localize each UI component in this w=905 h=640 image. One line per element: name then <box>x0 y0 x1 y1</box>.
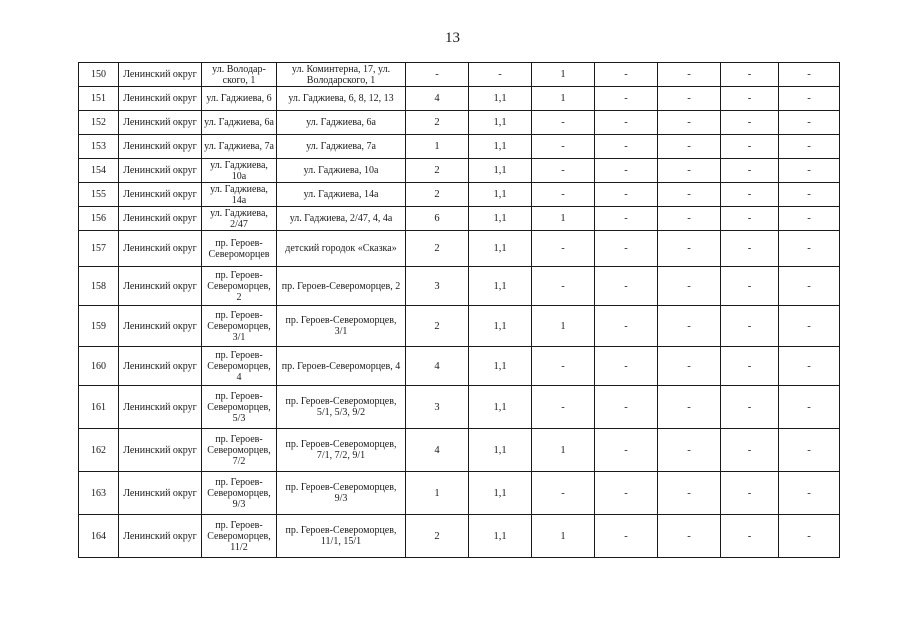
value-cell: - <box>532 347 595 386</box>
value-cell: 1,1 <box>469 135 532 159</box>
value-cell: 1,1 <box>469 386 532 429</box>
district-cell: Ленинский округ <box>119 159 202 183</box>
table-row <box>79 183 840 207</box>
value-cell: - <box>595 159 658 183</box>
value-cell: 1,1 <box>469 347 532 386</box>
value-cell: - <box>779 183 840 207</box>
value-cell: - <box>595 515 658 558</box>
district-cell: Ленинский округ <box>119 306 202 347</box>
page-number: 13 <box>445 30 460 46</box>
value-cell: 4 <box>406 87 469 111</box>
table-row <box>79 63 840 87</box>
value-cell: - <box>532 472 595 515</box>
address-cell: пр. Героев-Североморцев, 7/1, 7/2, 9/1 <box>277 429 406 472</box>
value-cell: - <box>658 386 721 429</box>
table-row <box>79 111 840 135</box>
value-cell: 2 <box>406 515 469 558</box>
value-cell: 6 <box>406 207 469 231</box>
value-cell: - <box>721 515 779 558</box>
value-cell: - <box>779 63 840 87</box>
street-cell: ул. Гаджиева, 10а <box>202 159 277 183</box>
row-number: 164 <box>79 515 119 558</box>
district-cell: Ленинский округ <box>119 87 202 111</box>
value-cell: 2 <box>406 306 469 347</box>
value-cell: - <box>658 87 721 111</box>
address-cell: ул. Гаджиева, 6а <box>277 111 406 135</box>
value-cell: 1 <box>532 63 595 87</box>
table-row <box>79 472 840 515</box>
value-cell: - <box>721 386 779 429</box>
value-cell: - <box>595 306 658 347</box>
value-cell: - <box>721 267 779 306</box>
value-cell: - <box>658 231 721 267</box>
value-cell: 4 <box>406 429 469 472</box>
value-cell: 3 <box>406 386 469 429</box>
value-cell: - <box>658 515 721 558</box>
value-cell: - <box>658 429 721 472</box>
row-number: 156 <box>79 207 119 231</box>
table-row <box>79 386 840 429</box>
address-cell: пр. Героев-Североморцев, 4 <box>277 347 406 386</box>
value-cell: - <box>779 207 840 231</box>
value-cell: - <box>658 306 721 347</box>
value-cell: - <box>595 87 658 111</box>
street-cell: пр. Героев-Североморцев, 9/3 <box>202 472 277 515</box>
value-cell: - <box>721 183 779 207</box>
table-row <box>79 231 840 267</box>
value-cell: 2 <box>406 183 469 207</box>
value-cell: - <box>658 472 721 515</box>
value-cell: - <box>721 135 779 159</box>
value-cell: - <box>779 135 840 159</box>
value-cell: - <box>532 159 595 183</box>
value-cell: - <box>595 111 658 135</box>
row-number: 162 <box>79 429 119 472</box>
street-cell: ул. Гаджиева, 2/47 <box>202 207 277 231</box>
value-cell: 1 <box>406 472 469 515</box>
value-cell: - <box>595 183 658 207</box>
address-cell: детский городок «Сказка» <box>277 231 406 267</box>
district-cell: Ленинский округ <box>119 207 202 231</box>
address-cell: пр. Героев-Североморцев, 3/1 <box>277 306 406 347</box>
value-cell: - <box>779 429 840 472</box>
value-cell: 4 <box>406 347 469 386</box>
value-cell: 2 <box>406 159 469 183</box>
value-cell: - <box>658 183 721 207</box>
value-cell: - <box>779 111 840 135</box>
table-row <box>79 87 840 111</box>
value-cell: - <box>595 231 658 267</box>
address-cell: ул. Гаджиева, 10а <box>277 159 406 183</box>
district-cell: Ленинский округ <box>119 183 202 207</box>
value-cell: - <box>658 111 721 135</box>
value-cell: - <box>721 63 779 87</box>
value-cell: - <box>779 267 840 306</box>
street-cell: пр. Героев-Североморцев <box>202 231 277 267</box>
table-row <box>79 159 840 183</box>
table-row <box>79 347 840 386</box>
row-number: 151 <box>79 87 119 111</box>
value-cell: - <box>532 231 595 267</box>
value-cell: - <box>658 159 721 183</box>
value-cell: - <box>595 63 658 87</box>
value-cell: 1 <box>532 306 595 347</box>
street-cell: ул. Володар-ского, 1 <box>202 63 277 87</box>
value-cell: - <box>595 347 658 386</box>
address-cell: ул. Гаджиева, 6, 8, 12, 13 <box>277 87 406 111</box>
row-number: 163 <box>79 472 119 515</box>
table-row <box>79 306 840 347</box>
address-cell: пр. Героев-Североморцев, 2 <box>277 267 406 306</box>
value-cell: - <box>532 386 595 429</box>
row-number: 161 <box>79 386 119 429</box>
district-cell: Ленинский округ <box>119 63 202 87</box>
value-cell: 1,1 <box>469 87 532 111</box>
value-cell: - <box>406 63 469 87</box>
value-cell: 1,1 <box>469 267 532 306</box>
value-cell: - <box>721 231 779 267</box>
value-cell: 1 <box>532 207 595 231</box>
district-cell: Ленинский округ <box>119 429 202 472</box>
value-cell: - <box>779 306 840 347</box>
value-cell: - <box>721 472 779 515</box>
street-cell: пр. Героев-Североморцев, 7/2 <box>202 429 277 472</box>
value-cell: - <box>595 207 658 231</box>
playground-table <box>78 62 840 558</box>
value-cell: - <box>721 159 779 183</box>
address-cell: ул. Гаджиева, 2/47, 4, 4а <box>277 207 406 231</box>
row-number: 158 <box>79 267 119 306</box>
address-cell: пр. Героев-Североморцев, 5/1, 5/3, 9/2 <box>277 386 406 429</box>
district-cell: Ленинский округ <box>119 111 202 135</box>
street-cell: пр. Героев-Североморцев, 5/3 <box>202 386 277 429</box>
value-cell: - <box>779 472 840 515</box>
value-cell: 1,1 <box>469 231 532 267</box>
value-cell: 1,1 <box>469 429 532 472</box>
value-cell: - <box>779 231 840 267</box>
value-cell: - <box>595 429 658 472</box>
address-cell: ул. Гаджиева, 7а <box>277 135 406 159</box>
value-cell: - <box>595 472 658 515</box>
district-cell: Ленинский округ <box>119 231 202 267</box>
address-cell: пр. Героев-Североморцев, 9/3 <box>277 472 406 515</box>
row-number: 152 <box>79 111 119 135</box>
street-cell: ул. Гаджиева, 14а <box>202 183 277 207</box>
value-cell: - <box>779 159 840 183</box>
value-cell: - <box>658 207 721 231</box>
district-cell: Ленинский округ <box>119 267 202 306</box>
value-cell: 2 <box>406 111 469 135</box>
value-cell: - <box>469 63 532 87</box>
address-cell: ул. Гаджиева, 14а <box>277 183 406 207</box>
value-cell: - <box>532 183 595 207</box>
row-number: 155 <box>79 183 119 207</box>
address-cell: пр. Героев-Североморцев, 11/1, 15/1 <box>277 515 406 558</box>
street-cell: пр. Героев-Североморцев, 11/2 <box>202 515 277 558</box>
table-row <box>79 267 840 306</box>
value-cell: - <box>658 135 721 159</box>
table-row <box>79 207 840 231</box>
value-cell: 1,1 <box>469 183 532 207</box>
street-cell: ул. Гаджиева, 7а <box>202 135 277 159</box>
row-number: 154 <box>79 159 119 183</box>
district-cell: Ленинский округ <box>119 386 202 429</box>
value-cell: 1,1 <box>469 472 532 515</box>
street-cell: пр. Героев-Североморцев, 2 <box>202 267 277 306</box>
district-cell: Ленинский округ <box>119 135 202 159</box>
row-number: 153 <box>79 135 119 159</box>
value-cell: - <box>721 347 779 386</box>
row-number: 160 <box>79 347 119 386</box>
address-cell: ул. Коминтерна, 17, ул. Володарского, 1 <box>277 63 406 87</box>
value-cell: 1,1 <box>469 111 532 135</box>
value-cell: - <box>532 267 595 306</box>
table-row <box>79 429 840 472</box>
value-cell: 1,1 <box>469 306 532 347</box>
value-cell: - <box>721 306 779 347</box>
street-cell: ул. Гаджиева, 6 <box>202 87 277 111</box>
value-cell: 1,1 <box>469 515 532 558</box>
value-cell: - <box>721 111 779 135</box>
row-number: 150 <box>79 63 119 87</box>
value-cell: - <box>658 347 721 386</box>
value-cell: - <box>658 267 721 306</box>
value-cell: - <box>532 135 595 159</box>
value-cell: 3 <box>406 267 469 306</box>
street-cell: пр. Героев-Североморцев, 4 <box>202 347 277 386</box>
value-cell: - <box>595 386 658 429</box>
value-cell: 1 <box>532 87 595 111</box>
value-cell: - <box>658 63 721 87</box>
row-number: 157 <box>79 231 119 267</box>
value-cell: - <box>779 515 840 558</box>
street-cell: ул. Гаджиева, 6а <box>202 111 277 135</box>
table-row <box>79 515 840 558</box>
district-cell: Ленинский округ <box>119 472 202 515</box>
value-cell: 1 <box>406 135 469 159</box>
value-cell: - <box>595 135 658 159</box>
value-cell: - <box>721 87 779 111</box>
district-cell: Ленинский округ <box>119 347 202 386</box>
value-cell: 1,1 <box>469 207 532 231</box>
street-cell: пр. Героев-Североморцев, 3/1 <box>202 306 277 347</box>
value-cell: - <box>595 267 658 306</box>
value-cell: 1 <box>532 515 595 558</box>
value-cell: - <box>721 207 779 231</box>
district-cell: Ленинский округ <box>119 515 202 558</box>
value-cell: - <box>779 386 840 429</box>
table-row <box>79 135 840 159</box>
value-cell: - <box>721 429 779 472</box>
row-number: 159 <box>79 306 119 347</box>
value-cell: - <box>532 111 595 135</box>
value-cell: - <box>779 347 840 386</box>
value-cell: 1,1 <box>469 159 532 183</box>
value-cell: 2 <box>406 231 469 267</box>
value-cell: - <box>779 87 840 111</box>
value-cell: 1 <box>532 429 595 472</box>
